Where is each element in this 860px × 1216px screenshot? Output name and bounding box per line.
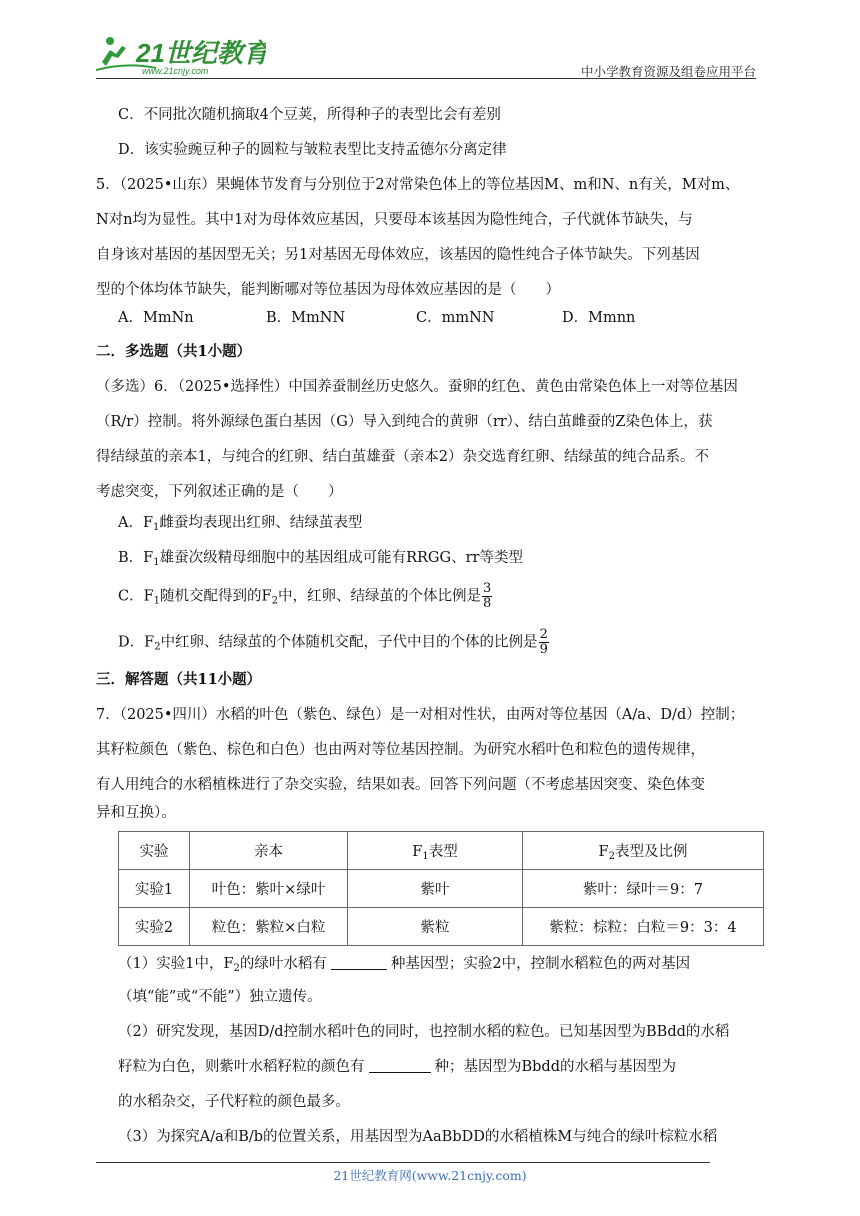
logo [96, 32, 266, 78]
q6-option-c: C．$F_1$随机交配得到的$F_2$中，红卵、结绿茧的个体比例是 $\frac{3}{8}$ [118, 581, 492, 611]
q5-line-4: 型的个体均体节缺失，能判断哪对等位基因为母体效应基因的是（ ） [96, 282, 560, 298]
q7-part3-line1: （3）为探究A/a和B/b的位置关系，用基因型为AaBbDD的水稻植株M与纯合的绿叶棕粒水稻 [118, 1129, 718, 1145]
table-row [119, 908, 764, 946]
q7-part2-line2: 籽粒为白色，则紫叶水稻籽粒的颜色有 种；基因型为Bbdd的水稻与基因型为 [118, 1059, 677, 1075]
answer-blank[interactable] [369, 1058, 431, 1073]
section-heading-answer: 三．解答题（共11小题） [96, 671, 262, 688]
q6-line-4: 考虑突变，下列叙述正确的是（ ） [96, 484, 343, 500]
logo-subtext: www.21cnjy.com [142, 66, 209, 76]
q5-line-1: 5．（2025•山东）果蝇体节发育与分别位于2对常染色体上的等位基因M、m和N、n有关，M对m、 [96, 177, 740, 193]
footer-link[interactable]: 21世纪教育网(www.21cnjy.com) [333, 1168, 527, 1183]
q5-line-3: 自身该对基因的基因型无关；另1对基因无母体效应，该基因的隐性纯合子体节缺失。下列基因 [96, 247, 700, 263]
q5-line-2: N对n均为显性。其中1对为母体效应基因，只要母本该基因为隐性纯合，子代就体节缺失，与 [96, 212, 693, 228]
table-cell: 紫粒 [348, 908, 523, 946]
q7-part2-line3: 的水稻杂交，子代籽粒的颜色最多。 [118, 1094, 350, 1110]
table-cell: 紫叶：绿叶＝9：7 [523, 870, 764, 908]
table-header: 实验 [119, 832, 190, 870]
q7-line-1: 7．（2025•四川）水稻的叶色（紫色、绿色）是一对相对性状，由两对等位基因（A/a、D/d）控制； [96, 707, 745, 723]
section-heading-multi: 二．多选题（共1小题） [96, 343, 252, 360]
table-cell: 叶色：紫叶×绿叶 [190, 870, 348, 908]
q5-option-a: A．MmNn [118, 310, 194, 326]
answer-blank[interactable] [331, 955, 387, 970]
q5-option-d: D．Mmnn [562, 310, 636, 326]
fraction-2-9: $\frac{2}{9}$ [539, 627, 548, 657]
logo-text: 21世纪教育 [136, 38, 266, 68]
table-cell: 紫粒：棕粒：白粒＝9：3：4 [523, 908, 764, 946]
table-cell: 实验1 [119, 870, 190, 908]
runner-logo-icon [96, 32, 266, 78]
table-header-row [119, 832, 764, 870]
table-cell: 紫叶 [348, 870, 523, 908]
q7-part2-line1: （2）研究发现，基因D/d控制水稻叶色的同时，也控制水稻的粒色。已知基因型为BBdd的水稻 [118, 1024, 730, 1040]
q6-line-2: （R/r）控制。将外源绿色蛋白基因（G）导入到纯合的黄卵（rr）、结白茧雌蚕的Z染色体上，获 [96, 414, 713, 430]
q6-option-b: B．$F_1$雄蚕次级精母细胞中的基因组成可能有RRGG、rr等类型 [118, 550, 523, 568]
q7-line-3: 有人用纯合的水稻植株进行了杂交实验，结果如表。回答下列问题（不考虑基因突变、染色体变 [96, 777, 705, 793]
q6-line-1: （多选）6．（2025•选择性）中国养蚕制丝历史悠久。蚕卵的红色、黄色由常染色体上一对等位基因 [96, 379, 738, 395]
experiment-table [118, 831, 764, 946]
q5-option-c: C．mmNN [416, 310, 495, 326]
table-cell: 实验2 [119, 908, 190, 946]
table-cell: 粒色：紫粒×白粒 [190, 908, 348, 946]
footer-divider [96, 1162, 710, 1163]
q7-part1-line1: （1）实验1中，$F_2$的绿叶水稻有 种基因型；实验2中，控制水稻粒色的两对基因 [118, 956, 691, 974]
table-row [119, 870, 764, 908]
q5-option-b: B．MmNN [266, 310, 346, 326]
fraction-3-8: $\frac{3}{8}$ [482, 581, 492, 611]
q6-option-d: D．$F_2$中红卵、结绿茧的个体随机交配，子代中目的个体的比例是 $\frac{2}{9}$ [118, 627, 548, 657]
q4-option-d: D．该实验豌豆种子的圆粒与皱粒表型比支持孟德尔分离定律 [118, 142, 507, 158]
q6-line-3: 得结绿茧的亲本1，与纯合的红卵、结白茧雄蚕（亲本2）杂交选育红卵、结绿茧的纯合品系。不 [96, 449, 709, 465]
q7-line-4: 异和互换）。 [96, 805, 176, 821]
table-header: $F_2$表型及比例 [523, 832, 764, 870]
q7-part1-line2: （填“能”或“不能”）独立遗传。 [118, 989, 322, 1005]
header-divider [96, 78, 756, 79]
table-header: $F_1$表型 [348, 832, 523, 870]
q6-option-a: A．$F_1$雌蚕均表现出红卵、结绿茧表型 [118, 515, 363, 533]
q4-option-c: C．不同批次随机摘取4个豆荚，所得种子的表型比会有差别 [118, 107, 501, 123]
header-platform-text: 中小学教育资源及组卷应用平台 [580, 64, 756, 79]
table-header: 亲本 [190, 832, 348, 870]
q7-line-2: 其籽粒颜色（紫色、棕色和白色）也由两对等位基因控制。为研究水稻叶色和粒色的遗传规律， [96, 742, 705, 758]
